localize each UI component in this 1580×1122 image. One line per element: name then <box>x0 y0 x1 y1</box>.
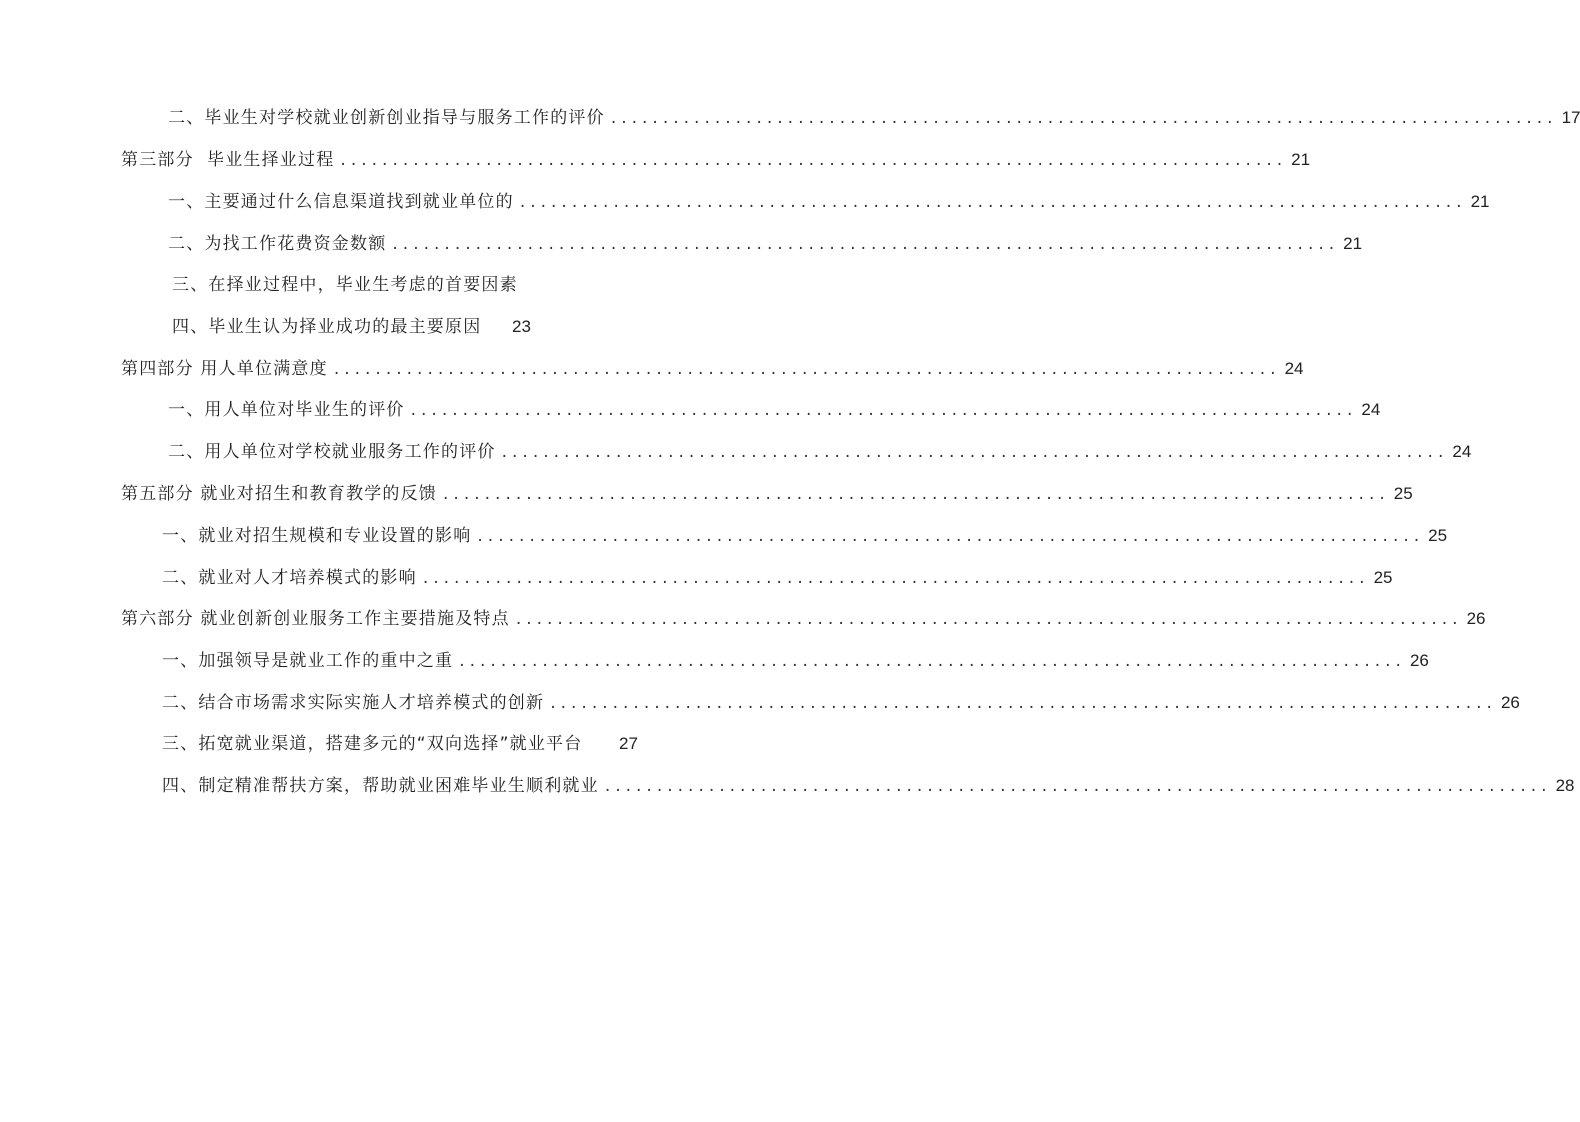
toc-section-label: 第六部分 就业创新创业服务工作主要措施及特点 <box>121 609 510 629</box>
toc-section[interactable] <box>121 482 1413 506</box>
toc-entry-label: 一、用人单位对毕业生的评价 <box>168 400 405 420</box>
toc-entry[interactable] <box>168 190 1490 214</box>
toc-entry-page: 27 <box>619 734 638 753</box>
toc-entry-label: 三、在择业过程中，毕业生考虑的首要因素 <box>172 275 518 295</box>
toc-entry-page: 25 <box>1428 526 1448 545</box>
toc-leader-dots: ........................................................................................... <box>477 526 1425 546</box>
toc-entry-page: 21 <box>1470 192 1490 211</box>
toc-section[interactable] <box>121 357 1304 381</box>
toc-leader-dots: ........................................................................................... <box>519 192 1467 212</box>
toc-leader-dots: ........................................................................................... <box>550 693 1497 713</box>
toc-entry-label: 一、主要通过什么信息渠道找到就业单位的 <box>168 192 514 212</box>
toc-section-page: 21 <box>1291 150 1311 169</box>
toc-leader-dots: ........................................................................................... <box>410 400 1358 420</box>
toc-entry-page: 21 <box>1343 234 1363 253</box>
toc-entry[interactable] <box>172 315 531 339</box>
toc-leader-dots: ........................................................................................... <box>610 108 1558 128</box>
toc-entry[interactable] <box>162 774 1575 798</box>
toc-entry-page: 24 <box>1452 442 1472 461</box>
toc-entry[interactable] <box>168 440 1472 464</box>
toc-entry[interactable] <box>162 524 1448 548</box>
toc-section[interactable] <box>121 148 1311 172</box>
toc-entry-label: 二、结合市场需求实际实施人才培养模式的创新 <box>162 693 545 713</box>
toc-entry[interactable] <box>162 566 1393 590</box>
toc-section[interactable] <box>121 607 1486 631</box>
toc-entry[interactable] <box>162 649 1429 673</box>
toc-entry[interactable] <box>168 232 1363 256</box>
toc-entry-page: 26 <box>1500 693 1520 712</box>
toc-leader-dots: ........................................................................................... <box>501 442 1449 462</box>
toc-section-page: 26 <box>1466 609 1486 628</box>
toc-entry[interactable] <box>168 398 1381 422</box>
toc-leader-dots: ........................................................................................... <box>422 568 1370 588</box>
toc-entry-label: 二、毕业生对学校就业创新创业指导与服务工作的评价 <box>168 108 605 128</box>
toc-entry-page: 28 <box>1555 776 1575 795</box>
toc-entry-page: 26 <box>1409 651 1429 670</box>
toc-section-page: 24 <box>1284 359 1304 378</box>
toc-entry-label: 二、就业对人才培养模式的影响 <box>162 568 417 588</box>
toc-entry-label: 一、加强领导是就业工作的重中之重 <box>162 651 454 671</box>
toc-leader-dots: ........................................................................................... <box>604 776 1552 796</box>
toc-entry-label: 三、拓宽就业渠道，搭建多元的“双向选择”就业平台 <box>162 734 583 754</box>
toc-leader-dots: ........................................................................................... <box>392 234 1340 254</box>
toc-leader-dots: ........................................................................................... <box>459 651 1406 671</box>
toc-entry-label: 二、为找工作花费资金数额 <box>168 234 387 254</box>
toc-section-label: 第三部分 毕业生择业过程 <box>121 150 335 170</box>
toc-entry-page: 25 <box>1373 568 1393 587</box>
toc-entry-label: 一、就业对招生规模和专业设置的影响 <box>162 526 472 546</box>
toc-entry-page: 24 <box>1361 400 1381 419</box>
toc-section-page: 25 <box>1393 484 1413 503</box>
toc-entry[interactable] <box>168 106 1580 130</box>
toc-leader-dots: ........................................................................................... <box>340 150 1288 170</box>
toc-entry[interactable] <box>162 732 638 756</box>
toc-entry-label: 二、用人单位对学校就业服务工作的评价 <box>168 442 496 462</box>
toc-section-label: 第五部分 就业对招生和教育教学的反馈 <box>121 484 438 504</box>
toc-leader-dots: ........................................................................................... <box>515 609 1463 629</box>
toc-entry-page: 23 <box>512 317 531 336</box>
toc-entry-label: 四、毕业生认为择业成功的最主要原因 <box>172 317 482 337</box>
toc-entry-page: 17 <box>1561 108 1580 127</box>
toc-entry[interactable] <box>172 273 518 297</box>
toc-leader-dots: ........................................................................................... <box>333 359 1281 379</box>
toc-entry[interactable] <box>162 691 1520 715</box>
toc-section-label: 第四部分 用人单位满意度 <box>121 359 328 379</box>
toc-leader-dots: ........................................................................................... <box>443 484 1390 504</box>
toc-entry-label: 四、制定精准帮扶方案，帮助就业困难毕业生顺利就业 <box>162 776 599 796</box>
